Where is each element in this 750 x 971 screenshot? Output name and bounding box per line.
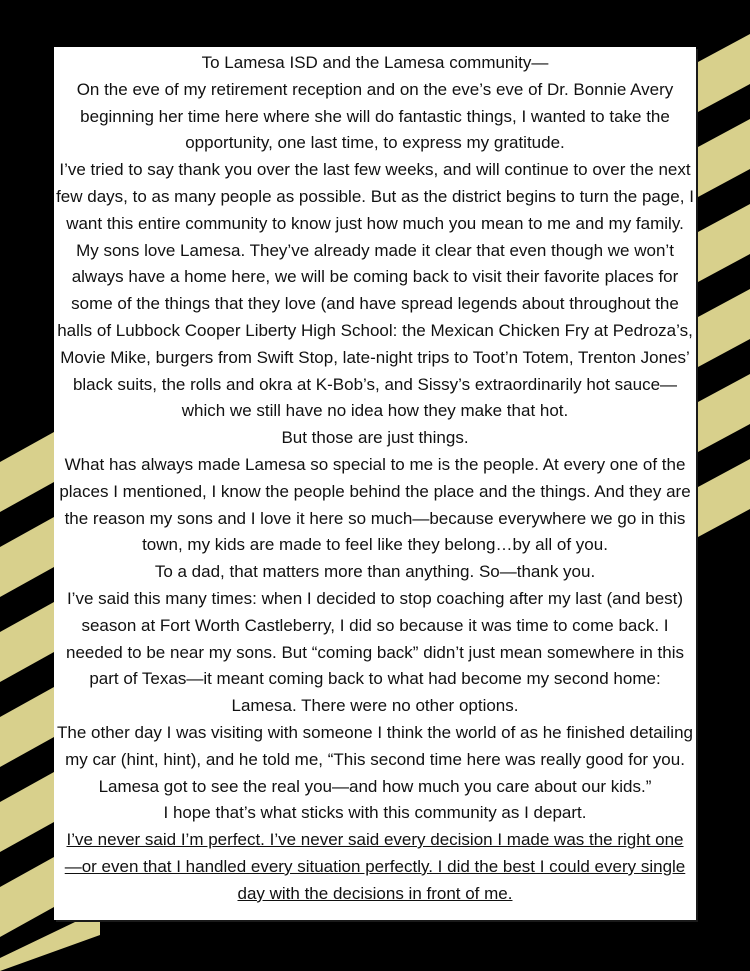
stripe [698,289,750,367]
stripe [0,517,54,597]
stripe [0,687,54,767]
letter-paragraph: I’ve never said I’m perfect. I’ve never said every decision I made was the right one —or even that I handled every situation perfectly. I did the best I could every single day with the decisions in front of me. [64,830,686,903]
stripe [0,602,54,682]
stripe [698,374,750,452]
letter-page [54,47,696,920]
letter-paragraph: The other day I was visiting with someone I think the world of as he finished detailing my car (hint, hint), and he told me, “This second time here was really good for you. Lamesa got to see the real you—and how much you care about our kids.” [57,722,693,796]
stripe [698,204,750,282]
letter-paragraph: I hope that’s what sticks with this community as I depart. [163,803,587,823]
stripe [698,459,750,537]
letter-paragraph: I’ve said this many times: when I decided to stop coaching after my last (and best) season at Fort Worth Castleberry, I did so because it was time to come back. I needed to be near my sons. But “coming back” didn’t just mean somewhere in this part of Texas—it meant coming back to what had become my second home: Lamesa. There were no other options. [66,588,684,716]
letter-salutation: To Lamesa ISD and the Lamesa community— [201,53,549,72]
stripe [0,432,54,512]
letter-paragraph: What has always made Lamesa so special to me is the people. At every one of the places I mentioned, I know the people behind the place and the things. And they are the reason my sons and I love it here so much—because everywhere we go in this town, my kids are made to feel like they belong…by all of you. [59,454,691,555]
stripe [0,772,54,852]
letter-paragraph: I’ve tried to say thank you over the last few weeks, and will continue to over the next few days, to as many people as possible. But as the district begins to turn the page, I want this entire community to know just how much you mean to me and my family. [56,160,694,233]
letter-paragraph: On the eve of my retirement reception and on the eve’s eve of Dr. Bonnie Avery beginning her time here where she will do fantastic things, I wanted to take the opportunity, one last time, to express my gratitude. [76,79,674,153]
stripe [698,34,750,112]
stripe [698,119,750,197]
letter-paragraph: But those are just things. [281,428,469,448]
stripe [0,857,54,937]
letter-paragraph: To a dad, that matters more than anything. So—thank you. [154,562,596,582]
letter-paragraph: My sons love Lamesa. They’ve already made it clear that even though we won’t always have a home here, we will be coming back to visit their favorite places for some of the things that they love (and have spread legends about throughout the halls of Lubbock Cooper Liberty High School: the Mexican Chicken Fry at Pedroza’s, Movie Mike, burgers from Swift Stop, late-night trips to Toot’n Totem, Trenton Jones’ black suits, the rolls and okra at K-Bob’s, and Sissy’s extraordinarily hot sauce—which we still have no idea how they make that hot. [57,240,693,421]
letter-body [54,50,696,908]
